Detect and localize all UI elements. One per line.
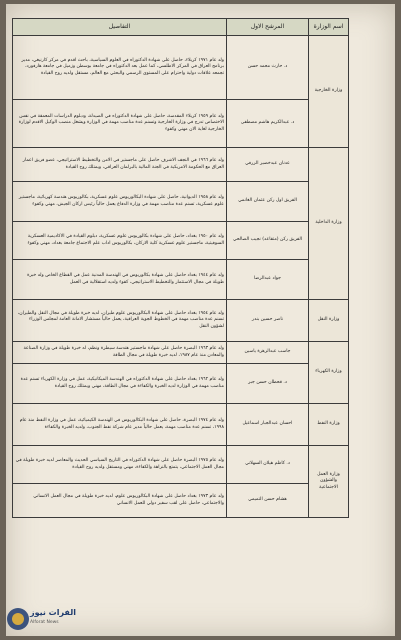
details-cell: ولد عام ١٩٤٤ بغداد حاصل على شهادة بكالوريوس في الهندسة المدنية عمل في القطاع الخاص وله خبرة طويلة في مجال الاستثمار والتخطيط الاستراتيجي، كفوء ولديه استقلالية في العمل <box>13 260 227 300</box>
candidate-name-cell: الفريق اول ركن عثمان الغانمي <box>227 182 309 222</box>
candidate-name-cell: احسان عبدالجبار اسماعيل <box>227 404 309 446</box>
table-row <box>13 364 349 404</box>
ministry-cell: وزارة النقل <box>309 300 349 342</box>
table-row <box>13 446 349 484</box>
table-header-row <box>13 19 349 36</box>
candidate-name-cell: جواد عبدالرضا <box>227 260 309 300</box>
candidate-name-cell: ناصر حسين بندر <box>227 300 309 342</box>
table-row <box>13 36 349 100</box>
watermark-brand: الفرات نيوز <box>30 608 76 617</box>
candidate-name-cell: هشام حسن التميمي <box>227 484 309 518</box>
details-cell: ولد عام ١٩٧٤ البصرة، حاصل على شهادة البكالوريوس في الهندسة الكيميائية، عمل في وزارة النفط منذ عام ١٩٩٨، تسنم عدة مناصب مهمة، يعمل حالياً مدير عام شركة نفط الجنوب، ولديه الخبرة والكفاءة <box>13 404 227 446</box>
table-row <box>13 300 349 342</box>
table-row <box>13 260 349 300</box>
header-details: التفاصيل <box>13 19 227 36</box>
candidate-name-cell: د. عبدالكريم هاشم مصطفى <box>227 100 309 148</box>
ministry-cell: وزارة النفط <box>309 404 349 446</box>
details-cell: ولد عام ١٩٧٣ بغداد حاصل على شهادة البكالوريوس علوم، لديه خبرة طويلة في مجال العمل الانساني والاجتماعي، حاصل على لقب سفير دولي للعمل الانساني <box>13 484 227 518</box>
ministry-cell: وزارة الخارجية <box>309 36 349 148</box>
details-cell: ولد عام ١٩٦٣ البصرة حاصل على شهادة ماجستير هندسة سيطرة ونظم، له خبرة طويلة في وزارة الصناعة والمعادن منذ عام ١٩٨٧، لديه خبرة طويلة في مجال الطاقة <box>13 342 227 364</box>
details-cell: ولد عام ١٩٧١ كربلاء، حاصل على شهادة الدكتوراه في العلوم السياسية، باحث اقدم في مركز كارنيغي، مدير برنامج العراق في المركز الاطلسي، كما عمل بعد الدكتوراه في جامعة بوسطن وزميل في جامعة هارفورد، تجمعه علاقات دولية واحترام على المستوى الرسمي والبحثي مع العالم، مستقل ولديه روح القيادة <box>13 36 227 100</box>
details-cell: ولد عام ١٩٥٩ كربلاء المقدسة، حاصل على شهادة الدكتوراه في الصيدلة، ودبلوم الدراسات المعمقة في نفس الاختصاص تدرج في وزارة الخارجية وتسنم عدة مناصب مهمة في الوزارة ويشغل منصب الوكيل الاقدم لوزارة الخارجية لغاية الان مهني وكفوء <box>13 100 227 148</box>
table-row <box>13 148 349 182</box>
ministry-cell: وزارة العمل والشؤون الاجتماعية <box>309 446 349 518</box>
ministry-cell: وزارة الكهرباء <box>309 342 349 404</box>
candidate-name-cell: الفريق ركن (متقاعد) نجيب الصالحي <box>227 222 309 260</box>
header-candidate: المرشح الاول <box>227 19 309 36</box>
table-row <box>13 342 349 364</box>
details-cell: ولد عام ١٩٥٨ الديوانية، حاصل على شهادة البكالوريوس علوم عسكرية، بكالوريوس هندسة كهربائية، ماجستير علوم عسكرية، تسنم عدة مناصب مهمة في وزارة الدفاع يعمل حالياً رئيس اركان الجيش، مهني وكفوء <box>13 182 227 222</box>
candidates-table <box>12 18 349 518</box>
table-row <box>13 484 349 518</box>
details-cell: ولد عام ١٩٦٢ بغداد حاصل على شهادة الدكتوراه في الهندسة الميكانيكية، عمل في وزارة الكهرباء تسنم عدة مناصب مهمة في الوزارة لديه الخبرة والكفاءة في مجال الطاقة، مهني ويمتلك روح القيادة <box>13 364 227 404</box>
candidate-name-cell: عدنان عبدخضير الزرفي <box>227 148 309 182</box>
header-ministry: اسم الوزارة <box>309 19 349 36</box>
table-row <box>13 100 349 148</box>
details-cell: ولد عام ١٩٥٤ بغداد حاصل على شهادة البكالوريوس علوم طيران، لديه خبرة طويلة في مجال النقل والطيران، تسنم عدة مناصب مهمة في الخطوط الجوية العراقية، يعمل حالياً مستشار الامانة العامة لمجلس الوزراء لشؤون النقل <box>13 300 227 342</box>
details-cell: ولد عام ١٩٦٦ في النجف الاشرف حاصل على ماجستير في الامن والتخطيط الاستراتيجي، عضو فريق اعمار العراق مع الحكومة الامريكية في الجنة المالية بالبرلمان العراقي، ويمتلك روح القيادة <box>13 148 227 182</box>
watermark-sub: Alforat News <box>30 620 59 625</box>
table-row <box>13 182 349 222</box>
candidate-name-cell: د. قحطان حسن جبر <box>227 364 309 404</box>
table-row <box>13 222 349 260</box>
candidate-name-cell: جاسب عبدالزهرة ياسين <box>227 342 309 364</box>
details-cell: ولد عام ١٩٧٥ البصرة حاصل على شهادة الدكتوراه في التاريخ السياسي الحديث والمعاصر لديه خبرة طويلة في مجال العمل الاجتماعي، يتمتع بالنزاهة والكفاءة، مهني ومستقل ولديه روح القيادة <box>13 446 227 484</box>
details-cell: ولد عام ١٩٥٠ بغداد، حاصل على شهادة بكالوريوس علوم عسكرية، دبلوم القيادة في الاكاديمية العسكرية السوفيتية، ماجستير علوم عسكرية كلية الاركان، بكالوريوس اداب علم الاجتماع جامعة بغداد، مهني وكفوء <box>13 222 227 260</box>
ministry-cell: وزارة الداخلية <box>309 148 349 300</box>
candidate-name-cell: د. كاظم هيلان السهلاني <box>227 446 309 484</box>
table-row <box>13 404 349 446</box>
candidate-name-cell: د. حارث محمد حسن <box>227 36 309 100</box>
